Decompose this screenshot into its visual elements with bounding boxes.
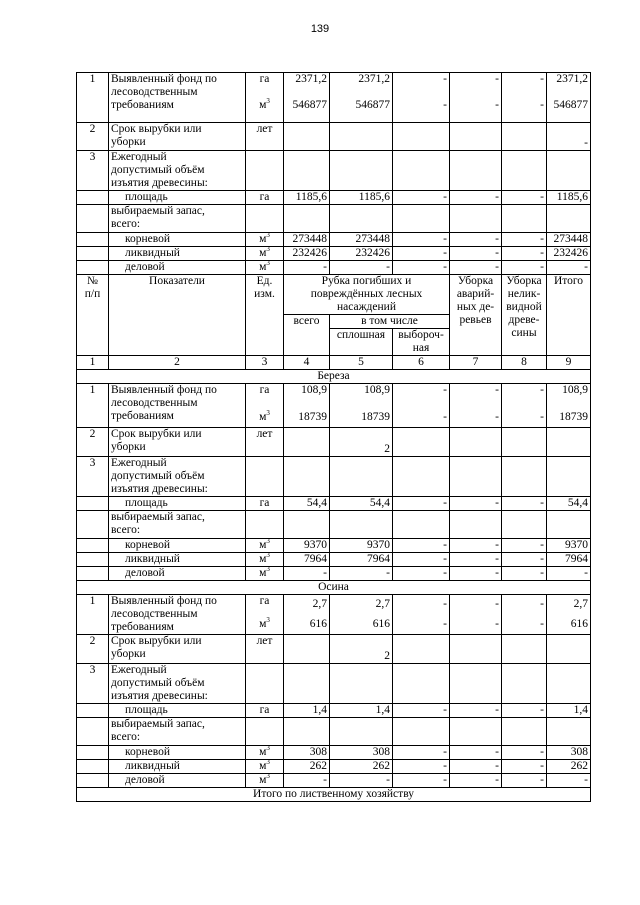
value-cell: -	[450, 261, 502, 275]
header-total: всего	[284, 315, 330, 356]
value-cell: 262	[547, 760, 591, 774]
value-cell: 308	[547, 746, 591, 760]
value-cell: -	[284, 774, 330, 788]
value-cell: 1,4	[284, 704, 330, 718]
indicator-name: площадь	[109, 191, 246, 205]
value-cell: 2371,2 546877	[330, 73, 393, 123]
value-cell: -	[450, 774, 502, 788]
row-number: 3	[77, 664, 109, 704]
value-cell: -	[502, 567, 547, 581]
value-cell: 273448	[330, 233, 393, 247]
table-row	[77, 746, 591, 760]
value-cell: - -	[450, 595, 502, 635]
indicator-name: Ежегодный допустимый объём изъятия древесины:	[109, 151, 246, 191]
value-cell: 262	[330, 760, 393, 774]
value-cell: 7964	[284, 553, 330, 567]
section-title: Береза	[77, 370, 591, 384]
value-cell: 273448	[284, 233, 330, 247]
table-row	[77, 497, 591, 511]
table-row	[77, 539, 591, 553]
indicator-name: выбираемый запас, всего:	[109, 205, 246, 233]
unit-cell: $м^3$	[246, 539, 284, 553]
footer-title: Итого по лиственному хозяйству	[77, 788, 591, 802]
value-cell: -	[450, 233, 502, 247]
value-cell: 262	[284, 760, 330, 774]
unit-cell: $м^3$	[246, 553, 284, 567]
value-cell: -	[393, 261, 450, 275]
value-cell: - -	[450, 384, 502, 428]
value-cell: -	[393, 774, 450, 788]
value-cell: - -	[393, 384, 450, 428]
indicator-name: Ежегодный допустимый объём изъятия древесины:	[109, 457, 246, 497]
section-title-row	[77, 370, 591, 384]
value-cell: -	[502, 539, 547, 553]
value-cell: 108,9 18739	[284, 384, 330, 428]
indicator-name: Срок вырубки или уборки	[109, 428, 246, 457]
table-row	[77, 261, 591, 275]
value-cell: 2,7 616	[547, 595, 591, 635]
value-cell: -	[502, 704, 547, 718]
unit-cell: га $м^3$	[246, 73, 284, 123]
value-cell: - -	[393, 73, 450, 123]
header-unit: Ед. изм.	[246, 275, 284, 356]
section-title: Осина	[77, 581, 591, 595]
value-cell: - -	[502, 595, 547, 635]
value-cell: -	[450, 539, 502, 553]
value-cell: -	[450, 553, 502, 567]
value-cell: -	[502, 233, 547, 247]
unit-cell: $м^3$	[246, 774, 284, 788]
indicator-name: выбираемый запас, всего:	[109, 718, 246, 746]
indicator-name: Ежегодный допустимый объём изъятия древесины:	[109, 664, 246, 704]
value-cell: -	[547, 261, 591, 275]
value-cell: 1185,6	[547, 191, 591, 205]
value-cell: -	[330, 774, 393, 788]
value-cell: -	[450, 704, 502, 718]
value-cell: -	[547, 123, 591, 151]
value-cell: 308	[284, 746, 330, 760]
value-cell: 9370	[284, 539, 330, 553]
indicator-name: ликвидный	[109, 247, 246, 261]
indicator-name: корневой	[109, 539, 246, 553]
unit-cell: лет	[246, 635, 284, 664]
unit-cell: га $м^3$	[246, 595, 284, 635]
value-cell: 2371,2 546877	[547, 73, 591, 123]
value-cell: -	[393, 539, 450, 553]
value-cell: 54,4	[284, 497, 330, 511]
value-cell: -	[502, 191, 547, 205]
indicator-name: Выявленный фонд по лесоводственным требованиям	[109, 595, 246, 635]
value-cell: -	[502, 247, 547, 261]
page-number: 139	[310, 23, 330, 35]
value-cell: -	[450, 497, 502, 511]
value-cell: 108,9 18739	[547, 384, 591, 428]
value-cell: -	[284, 567, 330, 581]
value-cell: - -	[502, 384, 547, 428]
value-cell: -	[393, 760, 450, 774]
indicator-name: корневой	[109, 233, 246, 247]
table-row	[77, 774, 591, 788]
table-row	[77, 567, 591, 581]
header-itogo: Итого	[547, 275, 591, 356]
unit-cell: $м^3$	[246, 567, 284, 581]
header-emergency: Уборка аварий- ных де- ревьев	[450, 275, 502, 356]
row-number: 3	[77, 151, 109, 191]
value-cell: 2	[330, 428, 393, 457]
table-row	[77, 205, 591, 233]
table-row	[77, 233, 591, 247]
col-number: 7	[450, 356, 502, 370]
table-row	[77, 151, 591, 191]
row-number: 2	[77, 123, 109, 151]
value-cell: -	[450, 760, 502, 774]
section-title-row	[77, 581, 591, 595]
table-row	[77, 553, 591, 567]
value-cell: -	[393, 567, 450, 581]
unit-cell: лет	[246, 123, 284, 151]
indicator-name: площадь	[109, 497, 246, 511]
value-cell: 2,7 616	[330, 595, 393, 635]
unit-cell: лет	[246, 428, 284, 457]
value-cell: 108,9 18739	[330, 384, 393, 428]
table-row	[77, 511, 591, 539]
col-number: 1	[77, 356, 109, 370]
indicator-name: Выявленный фонд по лесоводственным требованиям	[109, 384, 246, 428]
value-cell: 308	[330, 746, 393, 760]
header-felling: Рубка погибших и повреждённых лесных насаждений	[284, 275, 450, 315]
value-cell: -	[393, 746, 450, 760]
value-cell: 2371,2 546877	[284, 73, 330, 123]
table-row	[77, 718, 591, 746]
col-number: 6	[393, 356, 450, 370]
value-cell: 2,7 616	[284, 595, 330, 635]
value-cell: 273448	[547, 233, 591, 247]
indicator-name: ликвидный	[109, 760, 246, 774]
indicator-name: ликвидный	[109, 553, 246, 567]
indicator-name: деловой	[109, 261, 246, 275]
unit-cell: га	[246, 704, 284, 718]
value-cell: -	[502, 497, 547, 511]
unit-cell: $м^3$	[246, 247, 284, 261]
unit-cell: га	[246, 497, 284, 511]
row-number: 2	[77, 635, 109, 664]
value-cell: -	[450, 247, 502, 261]
value-cell: 1185,6	[330, 191, 393, 205]
value-cell: 9370	[330, 539, 393, 553]
value-cell: -	[450, 567, 502, 581]
value-cell: 9370	[547, 539, 591, 553]
value-cell: - -	[393, 595, 450, 635]
unit-cell: $м^3$	[246, 746, 284, 760]
header-including: в том числе	[330, 315, 450, 329]
table-row	[77, 428, 591, 457]
table-row	[77, 635, 591, 664]
table-row	[77, 123, 591, 151]
unit-cell: $м^3$	[246, 760, 284, 774]
table-row	[77, 760, 591, 774]
value-cell: -	[547, 774, 591, 788]
header-row	[77, 275, 591, 315]
value-cell: -	[393, 553, 450, 567]
row-number: 2	[77, 428, 109, 457]
forest-fund-table	[76, 72, 591, 802]
value-cell: -	[502, 261, 547, 275]
indicator-name: деловой	[109, 567, 246, 581]
column-numbers-row	[77, 356, 591, 370]
indicator-name: выбираемый запас, всего:	[109, 511, 246, 539]
value-cell: 2	[330, 635, 393, 664]
unit-cell: га	[246, 191, 284, 205]
indicator-name: корневой	[109, 746, 246, 760]
value-cell: -	[547, 567, 591, 581]
value-cell: -	[330, 261, 393, 275]
value-cell: -	[284, 261, 330, 275]
value-cell: 232426	[547, 247, 591, 261]
table-row	[77, 664, 591, 704]
table-row	[77, 595, 591, 635]
value-cell: - -	[502, 73, 547, 123]
value-cell: 1,4	[547, 704, 591, 718]
table-row	[77, 704, 591, 718]
value-cell: 1185,6	[284, 191, 330, 205]
value-cell: -	[450, 191, 502, 205]
unit-cell: $м^3$	[246, 261, 284, 275]
footer-row	[77, 788, 591, 802]
row-number: 1	[77, 595, 109, 635]
value-cell: 1,4	[330, 704, 393, 718]
col-number: 9	[547, 356, 591, 370]
header-clear: сплошная	[330, 329, 393, 356]
header-unliquid: Уборка нелик- видной древе- сины	[502, 275, 547, 356]
row-number: 1	[77, 73, 109, 123]
value-cell: -	[393, 704, 450, 718]
value-cell: -	[393, 233, 450, 247]
value-cell: 7964	[330, 553, 393, 567]
indicator-name: Срок вырубки или уборки	[109, 123, 246, 151]
indicator-name: Срок вырубки или уборки	[109, 635, 246, 664]
table-row	[77, 247, 591, 261]
value-cell: -	[502, 760, 547, 774]
row-number: 3	[77, 457, 109, 497]
value-cell: 232426	[284, 247, 330, 261]
col-number: 4	[284, 356, 330, 370]
value-cell: -	[502, 746, 547, 760]
value-cell: 54,4	[330, 497, 393, 511]
value-cell: -	[502, 553, 547, 567]
value-cell: - -	[450, 73, 502, 123]
col-number: 5	[330, 356, 393, 370]
value-cell: 54,4	[547, 497, 591, 511]
col-number: 8	[502, 356, 547, 370]
row-number: 1	[77, 384, 109, 428]
header-indicators: Показатели	[109, 275, 246, 356]
value-cell: -	[393, 497, 450, 511]
value-cell: -	[502, 774, 547, 788]
indicator-name: площадь	[109, 704, 246, 718]
value-cell: -	[393, 191, 450, 205]
value-cell: -	[330, 567, 393, 581]
unit-cell: га $м^3$	[246, 384, 284, 428]
value-cell: -	[450, 746, 502, 760]
col-number: 3	[246, 356, 284, 370]
col-number: 2	[109, 356, 246, 370]
table-row	[77, 457, 591, 497]
header-selective: выбороч- ная	[393, 329, 450, 356]
indicator-name: Выявленный фонд по лесоводственным требованиям	[109, 73, 246, 123]
value-cell: 232426	[330, 247, 393, 261]
table-row	[77, 384, 591, 428]
value-cell: 7964	[547, 553, 591, 567]
value-cell: -	[393, 247, 450, 261]
table-row	[77, 191, 591, 205]
header-num: № п/п	[77, 275, 109, 356]
unit-cell: $м^3$	[246, 233, 284, 247]
table-row	[77, 73, 591, 123]
indicator-name: деловой	[109, 774, 246, 788]
